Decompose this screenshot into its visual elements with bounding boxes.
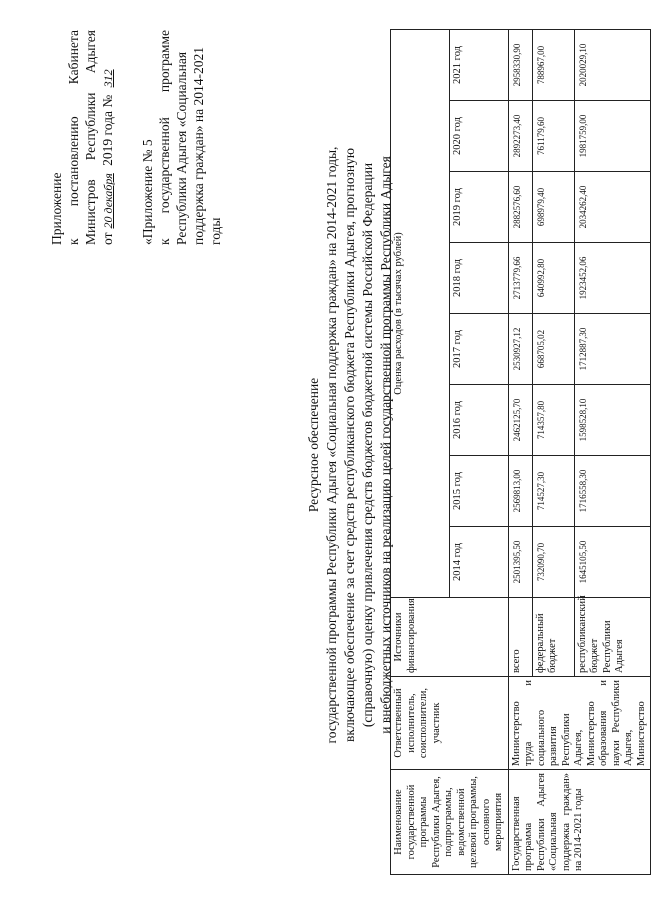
title-line-1: Ресурсное обеспечение (306, 377, 321, 513)
header-year: 2016 год (449, 385, 508, 456)
value-cell: 2020029,10 (574, 29, 650, 100)
source-cell: республиканский бюджет Республики Адыгея (574, 598, 650, 677)
value-cell: 698979,40 (532, 172, 574, 243)
header-year: 2014 год (449, 527, 508, 598)
header-year: 2017 год (449, 314, 508, 385)
appendix5-line-3: Республики Адыгея «Социальная (174, 51, 189, 245)
value-cell: 2034262,40 (574, 172, 650, 243)
source-cell: федеральный бюджет (532, 598, 574, 677)
value-cell: 1712887,30 (574, 314, 650, 385)
value-cell: 2462125,70 (508, 385, 532, 456)
decree-number: 312 (101, 69, 115, 88)
appendix5-line-1: «Приложение № 5 (140, 139, 155, 245)
value-cell: 714527,30 (532, 456, 574, 527)
value-cell: 2892273,40 (508, 101, 532, 172)
header-year: 2021 год (449, 29, 508, 100)
value-cell: 668705,02 (532, 314, 574, 385)
value-cell: 2958330,90 (508, 29, 532, 100)
appendix-line-4: от20 декабря 2019 года № 312 (99, 30, 117, 245)
header-year: 2019 год (449, 172, 508, 243)
appendix-line-2: к постановлению Кабинета (66, 30, 81, 245)
appendix5-line-2: к государственной программе (157, 30, 172, 245)
table-header-row (391, 29, 450, 874)
value-cell: 714357,80 (532, 385, 574, 456)
value-cell: 761179,60 (532, 101, 574, 172)
value-cell: 2501395,50 (508, 527, 532, 598)
value-cell: 1981759,00 (574, 101, 650, 172)
title-line-3: включающее обеспечение за счет средств республиканского бюджета Республики Адыгея, прогнозную (342, 148, 357, 742)
title-line-5: и внебюджетных источников на реализацию целей государственной программы Республики Адыгея (378, 156, 393, 734)
program-executor-cell: Министерство труда и социального развития Республики Адыгея, Министерство образования и науки Республики Адыгея, Министерство (508, 677, 651, 770)
value-cell: 788967,00 (532, 29, 574, 100)
value-cell: 640992,80 (532, 243, 574, 314)
source-cell: всего (508, 598, 532, 677)
resources-table (390, 29, 651, 875)
title-line-4: (справочную) оценку привлечения средств бюджетов бюджетной системы Российской Федерации (360, 162, 375, 728)
value-cell: 732090,70 (532, 527, 574, 598)
value-cell: 1598528,10 (574, 385, 650, 456)
value-cell: 2882576,60 (508, 172, 532, 243)
appendix5-line-4: поддержка граждан» на 2014-2021 (191, 46, 206, 245)
value-cell: 2569813,00 (508, 456, 532, 527)
title-line-2: государственной программы Республики Адыгея «Социальная поддержка граждан» на 2014-2021 годы, (324, 146, 339, 744)
header-source: Источники финансирования (391, 598, 509, 677)
appendix-header (48, 30, 224, 245)
value-cell: 1923452,06 (574, 243, 650, 314)
header-year: 2018 год (449, 243, 508, 314)
appendix-line-3: Министров Республики Адыгея (83, 30, 98, 245)
value-cell: 1645105,50 (574, 527, 650, 598)
value-cell: 2713779,66 (508, 243, 532, 314)
header-year: 2015 год (449, 456, 508, 527)
header-executor: Ответственный исполнитель, соисполнители, участник (391, 677, 509, 770)
header-program-name: Наименование государственной программы Республики Адыгея, подпрограммы, ведомственной целевой программы, основного мероприятия (391, 770, 509, 875)
header-year: 2020 год (449, 101, 508, 172)
document-title (305, 55, 395, 835)
value-cell: 1716558,30 (574, 456, 650, 527)
appendix-line-1: Приложение (49, 172, 64, 245)
program-name-cell: Государственная программа Республики Адыгея «Социальная поддержка граждан» на 2014-2021 годы (508, 770, 651, 875)
header-estimate: Оценка расходов (в тысячах рублей) (391, 29, 450, 597)
value-cell: 2530927,12 (508, 314, 532, 385)
appendix5-line-5: годы (208, 217, 223, 245)
decree-date: 20 декабря (101, 173, 115, 229)
table-row (508, 29, 532, 874)
